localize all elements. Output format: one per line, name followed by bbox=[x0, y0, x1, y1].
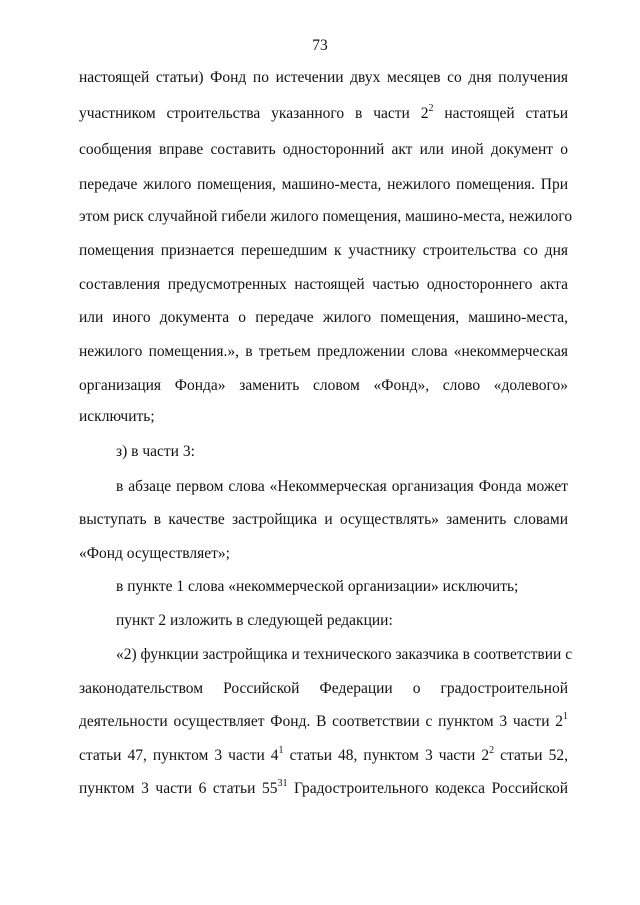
text-line: исключить; bbox=[79, 408, 155, 425]
text-line: «Фонд осуществляет»; bbox=[79, 545, 230, 562]
text-line: законодательством Российской Федерации о градостроительной bbox=[79, 680, 568, 697]
text-line: статьи 47, пунктом 3 части $4^1$ статьи 48, пунктом 3 части $2^2$ статьи 52, bbox=[79, 745, 568, 764]
text-line: или иного документа о передаче жилого помещения, машино-места, bbox=[79, 309, 568, 326]
superscript: 1 bbox=[563, 711, 568, 722]
superscript: 2 bbox=[489, 745, 495, 756]
text-line: помещения признается перешедшим к участнику строительства со дня bbox=[79, 242, 568, 259]
text-line: «2) функции застройщика и технического заказчика в соответствии с bbox=[116, 646, 573, 663]
page-number: 73 bbox=[312, 37, 328, 54]
text-line: организация Фонда» заменить словом «Фонд», слово «долевого» bbox=[79, 377, 568, 394]
text-line: выступать в качестве застройщика и осуществлять» заменить словами bbox=[79, 511, 568, 528]
text-line: нежилого помещения.», в третьем предложении слова «некоммерческая bbox=[79, 343, 568, 360]
text-line: деятельности осуществляет Фонд. В соответствии с пунктом 3 части $2^1$ bbox=[79, 711, 568, 730]
text-line: составления предусмотренных настоящей частью одностороннего акта bbox=[79, 276, 568, 293]
superscript: 2 bbox=[428, 103, 434, 114]
superscript: 1 bbox=[278, 745, 284, 756]
superscript: 31 bbox=[277, 778, 288, 789]
text-line: настоящей статьи) Фонд по истечении двух месяцев со дня получения bbox=[79, 69, 568, 86]
text-line: пунктом 3 части 6 статьи $55^{31}$ Градостроительного кодекса Российской bbox=[79, 778, 568, 797]
text-line: в абзаце первом слова «Некоммерческая организация Фонда может bbox=[116, 478, 568, 495]
text-line: участником строительства указанного в части $2^2$ настоящей статьи bbox=[79, 103, 568, 122]
text-line: пункт 2 изложить в следующей редакции: bbox=[116, 612, 393, 629]
text-line: этом риск случайной гибели жилого помещения, машино-места, нежилого bbox=[79, 208, 573, 225]
text-line: в пункте 1 слова «некоммерческой организации» исключить; bbox=[116, 578, 519, 595]
text-line: з) в части 3: bbox=[116, 443, 195, 460]
text-line: сообщения вправе составить односторонний акт или иной документ о bbox=[79, 141, 568, 158]
text-line: передаче жилого помещения, машино-места, нежилого помещения. При bbox=[79, 176, 568, 193]
